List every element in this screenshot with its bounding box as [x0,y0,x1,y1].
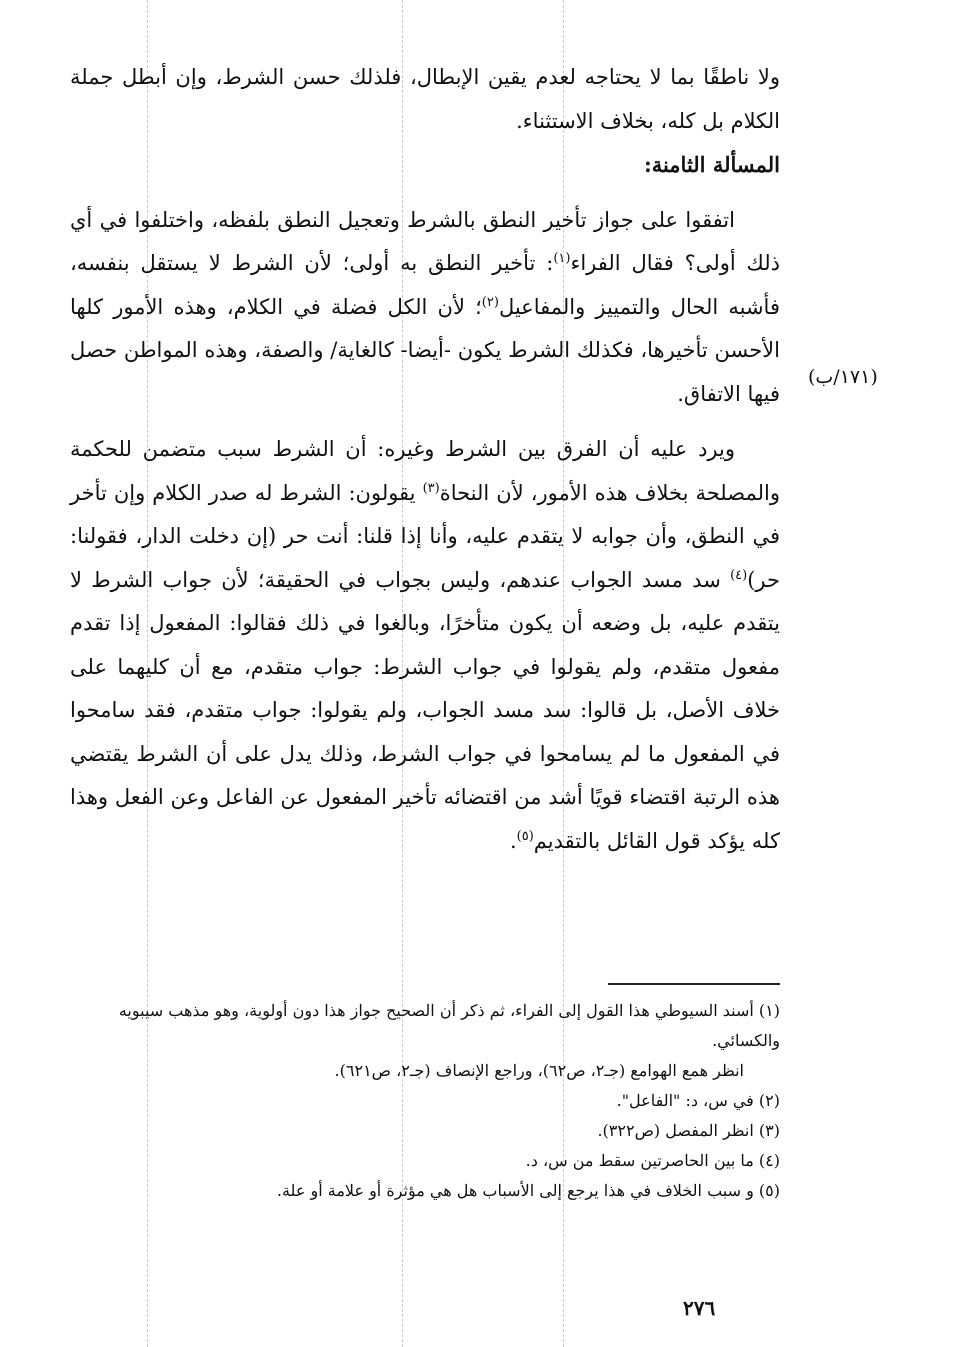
footnote-separator [608,983,780,985]
paragraph-2-text-a: اتفقوا على جواز تأخير النطق بالشرط وتعجيل النطق بلفظه، واختلفوا في أي ذلك أولى؟ فقال الفراء [70,207,780,275]
paragraph-1-text: ولا ناطقًا بما لا يحتاجه لعدم يقين الإبطال، فلذلك حسن الشرط، وإن أبطل جملة الكلام بل كله، بخلاف الاستثناء. [70,65,780,133]
footnote-ref-1: (١) [553,251,571,266]
footnote-2: (٢) في س، د: "الفاعل". [616,1091,780,1110]
main-text-block [70,56,780,863]
paragraph-3-text-b: يقولون: الشرط له صدر الكلام وإن تأخر في النطق، وأن جوابه لا يتقدم عليه، وأنا إذا قلنا: أنت حر (إن دخلت الدار، فقولنا: حر) [70,480,780,592]
paragraph-1 [70,56,780,143]
footnote-ref-4: (٤) [730,567,748,583]
paragraph-3-end: . [509,828,517,853]
footnotes-block [70,996,780,1206]
footnote-3: (٣) انظر المفصل (ص٣٢٢). [597,1121,780,1140]
paragraph-3 [70,428,780,863]
footnote-ref-5: (٥) [516,828,534,844]
paragraph-2-text-c: ؛ لأن الكل فضلة في الكلام، وهذه الأمور كلها الأحسن تأخيرها، فكذلك الشرط يكون -أيضا- كالغاية/ والصفة، وهذه المواطن حصل فيها الاتفاق. [70,294,780,406]
paragraph-2 [70,199,780,417]
manuscript-folio-marker: (١٧١/ب) [808,366,878,388]
page-number: ٢٧٦ [683,1296,716,1320]
footnote-ref-3: (٣) [422,480,440,496]
section-heading [70,143,780,187]
section-heading-text: المسألة الثامنة: [643,152,780,177]
footnote-ref-2: (٢) [481,294,499,310]
footnote-1: (١) أسند السيوطي هذا القول إلى الفراء، ثم ذكر أن الصحيح جواز هذا دون أولوية، وهو مذهب سيبويه والكسائي. [118,1001,780,1050]
paragraph-2-text-b: : تأخير النطق به أولى؛ لأن الشرط لا يستقل بنفسه، فأشبه الحال والتمييز والمفاعيل [70,251,780,319]
footnote-5: (٥) و سبب الخلاف في هذا يرجع إلى الأسباب هل هي مؤثرة أو علامة أو علة. [276,1181,780,1200]
footnote-4: (٤) ما بين الحاصرتين سقط من س، د. [525,1151,780,1170]
paragraph-3-text-a: ويرد عليه أن الفرق بين الشرط وغيره: أن الشرط سبب متضمن للحكمة والمصلحة بخلاف هذه الأمور، لأن النحاة [70,437,780,505]
paragraph-3-text-c: سد مسد الجواب عندهم، وليس بجواب في الحقيقة؛ لأن جواب الشرط لا يتقدم عليه، بل وضعه أن يكون متأخرًا، وبالغوا في ذلك فقالوا: المفعول إذا تقدم مفعول متقدم، ولم يقولوا في جواب الشرط: جواب متقدم، مع أن كليهما على خلاف الأصل، بل قالوا: سد مسد الجواب، ولم يقولوا: جواب متقدم، فقد سامحوا في المفعول ما لم يسامحوا في جواب الشرط، وذلك يدل على أن الشرط يقتضي هذه الرتبة اقتضاء قويًا أشد من اقتضائه تأخير المفعول عن الفاعل وعن الفعل وهذا كله يؤكد قول القائل بالتقديم [70,567,780,853]
footnote-1-reference: انظر همع الهوامع (جـ٢، ص٦٢)، وراجع الإنصاف (جـ٢، ص٦٢١). [334,1061,744,1080]
